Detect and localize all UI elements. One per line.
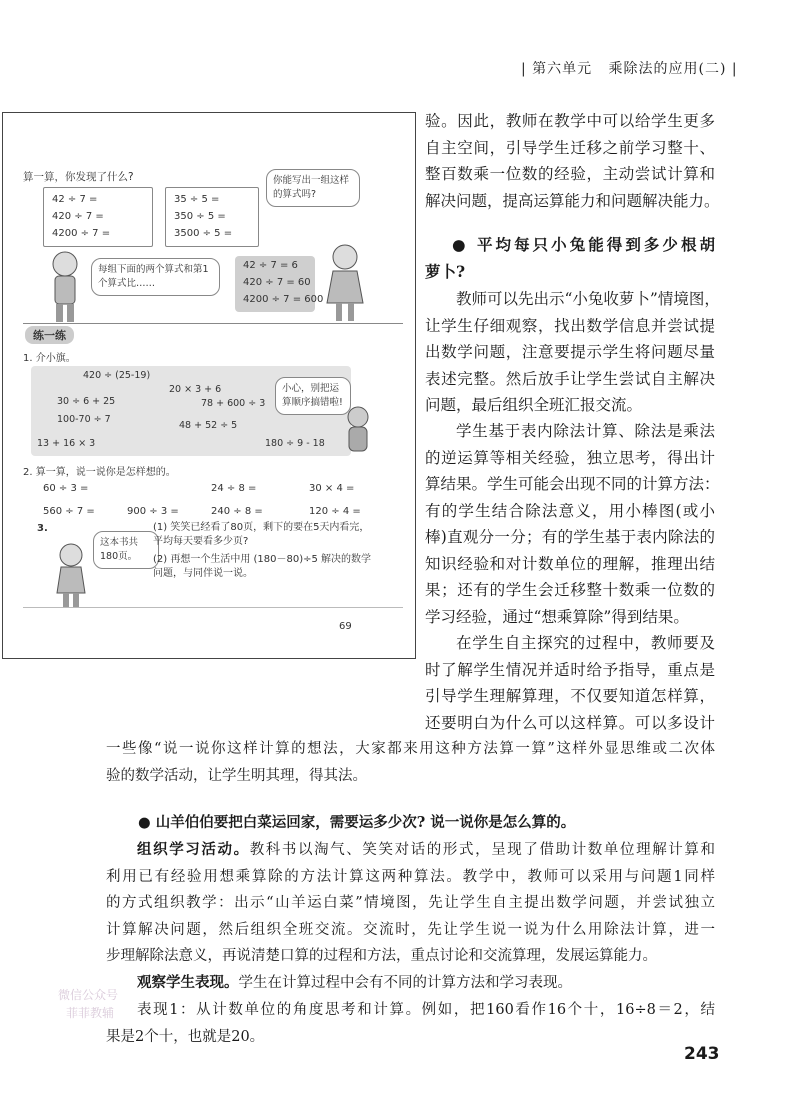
speech-bubble-3: 小心，别把运算顺序搞错啦! (275, 377, 351, 415)
header-unit: 第六单元 (532, 61, 593, 77)
running-header: | 第六单元 乘除法的应用(二) | (521, 61, 738, 77)
scene-illustration: 420 ÷ (25-19) 20 × 3 + 6 30 ÷ 6 + 25 78 + 600 ÷ 3 100-70 ÷ 7 48 + 52 ÷ 5 13 + 16 × 3 180 ÷ 9 - 18 (31, 366, 351, 456)
question-2: 2. 算一算，说一说你是怎样想的。 (23, 467, 176, 478)
tiger-figure (341, 405, 375, 461)
heading-1-line-2: 萝卜? (425, 262, 466, 281)
girl-figure-2 (51, 541, 91, 609)
question-3-label: 3. (37, 523, 48, 534)
watermark: 微信公众号 菲菲教辅 (58, 988, 119, 1020)
paragraph-c-full: 一些像“说一说你这样计算的想法，大家都来用这种方法算一算”这样外显思维或二次体 验的数学活动，让学生明其理，得其法。 (106, 741, 715, 784)
paragraph-f: 表现1：从计数单位的角度思考和计算。例如，把160看作16个十，16÷8＝2，结 果是2个十，也就是20。 (106, 1002, 715, 1045)
girl-figure (321, 241, 369, 325)
paragraph-c: 在学生自主探究的过程中，教师要及 时了解学生情况并适时给予指导，重点是 引导学生理解算理，不仅要知道怎样算， 还要明白为什么可以这样算。可以多设计 (425, 634, 715, 732)
page-number: 243 (684, 1044, 720, 1064)
textbook-page-number: 69 (339, 621, 352, 632)
heading-2: ● 山羊伯伯要把白菜运回家，需要运多少次? 说一说你是怎么算的。 (138, 814, 576, 831)
paragraph-b: 学生基于表内除法计算、除法是乘法 的逆运算等相关经验，独立思考，得出计 算结果。学生可能会出现不同的计算方法： 有的学生结合除法意义，用小棒图(或小 棒)直观分一分；有的学生基于表内除法的 知识经验和对计数单位的理解，推理出结 果；还有的学生会迁移整十数乘一位数的 学习经验，通过“想乘算除”得到结果。 (425, 422, 720, 626)
paragraph-e: 观察学生表现。学生在计算过程中会有不同的计算方法和学习表现。 (137, 974, 572, 991)
question-3-item-2: (2) 再想一个生活中用 (180－80)÷5 解决的数学问题，与同伴说一说。 (153, 554, 372, 579)
expr-card-2: 35 ÷ 5 = 350 ÷ 5 = 3500 ÷ 5 = (165, 187, 259, 247)
question-3-item-1: (1) 笑笑已经看了80页，剩下的要在5天内看完，平均每天要看多少页? (153, 522, 370, 547)
expr-card-1: 42 ÷ 7 = 420 ÷ 7 = 4200 ÷ 7 = (43, 187, 153, 247)
speech-bubble-2: 每组下面的两个算式和第1个算式比…… (91, 258, 220, 296)
right-column-text: 验。因此，教师在教学中可以给学生更多 自主空间，引导学生迁移之前学习整十、 整百数乘一位数的经验，主动尝试计算和 解决问题，提高运算能力和问题解决能力。 (425, 112, 720, 210)
paragraph-d: 组织学习活动。教科书以淘气、笑笑对话的形式，呈现了借助计数单位理解计算和 利用已有经验用想乘算除的方法计算这两种算法。教学中，教师可以采用与问题1同样 的方式组织教学：出示“山羊运白菜”情境图，先让学生自主提出数学问题，并尝试独立 计算解决问题，然后组织全班交流。交流时，先让学生说一说为什么用除法计算，进一 步理解除法意义，再说清楚口算的过程和方法，重点讨论和交流算理，发展运算能力。 (106, 841, 716, 964)
paragraph-a: 教师可以先出示“小兔收萝卜”情境图， 让学生仔细观察，找出数学信息并尝试提 出数学问题，注意要提示学生将问题尽量 表述完整。然后放手让学生尝试自主解决 问题，最后组织全班汇报交流。 (425, 290, 720, 414)
answer-box: 42 ÷ 7 = 6 420 ÷ 7 = 60 4200 ÷ 7 = 600 (235, 256, 315, 312)
section1-title: 算一算，你发现了什么? (23, 171, 134, 183)
header-title: 乘除法的应用(二) (608, 61, 727, 77)
boy-figure (43, 248, 87, 328)
practice-title: 练一练 (25, 326, 74, 344)
question-1: 1. 介小旗。 (23, 353, 76, 364)
heading-1: ● 平均每只小兔能得到多少根胡 (452, 235, 715, 254)
textbook-excerpt: 算一算，你发现了什么? 42 ÷ 7 = 420 ÷ 7 = 4200 ÷ 7 = 35 ÷ 5 = 350 ÷ 5 = 3500 ÷ 5 = 你能写出一组这样的算式吗? 每组下面的两个算式和第1个算式比…… 42 ÷ 7 = 6 420 ÷ 7 = 60 4200 ÷ 7 = 600 练一练 1. 介小旗。 420 ÷ (25-19) 20 × 3 + 6 30 ÷ 6 + 25 78 + 600 ÷ 3 100-70 ÷ 7 48 + 52 ÷ 5 13 + 16 × 3 180 ÷ 9 - 18 小心，别把运算顺序搞错啦! 2. 算一算，说一说你是怎样想的。 60 ÷ 3 = 24 ÷ 8 = 30 × 4 = 560 ÷ 7 = 900 ÷ 3 = 240 ÷ 8 = 120 ÷ 4 = 3. 这本书共180页。 (1) 笑笑已经看了80页，剩下的要在5天内看完，平均每天要看多少页? (2) 再想一个生活中用 (180－80)÷5 解决的数学问题，与同伴说一说。 69 (2, 112, 416, 659)
speech-bubble-4: 这本书共180页。 (93, 531, 159, 569)
speech-bubble-1: 你能写出一组这样的算式吗? (266, 169, 360, 207)
divider (23, 323, 403, 324)
